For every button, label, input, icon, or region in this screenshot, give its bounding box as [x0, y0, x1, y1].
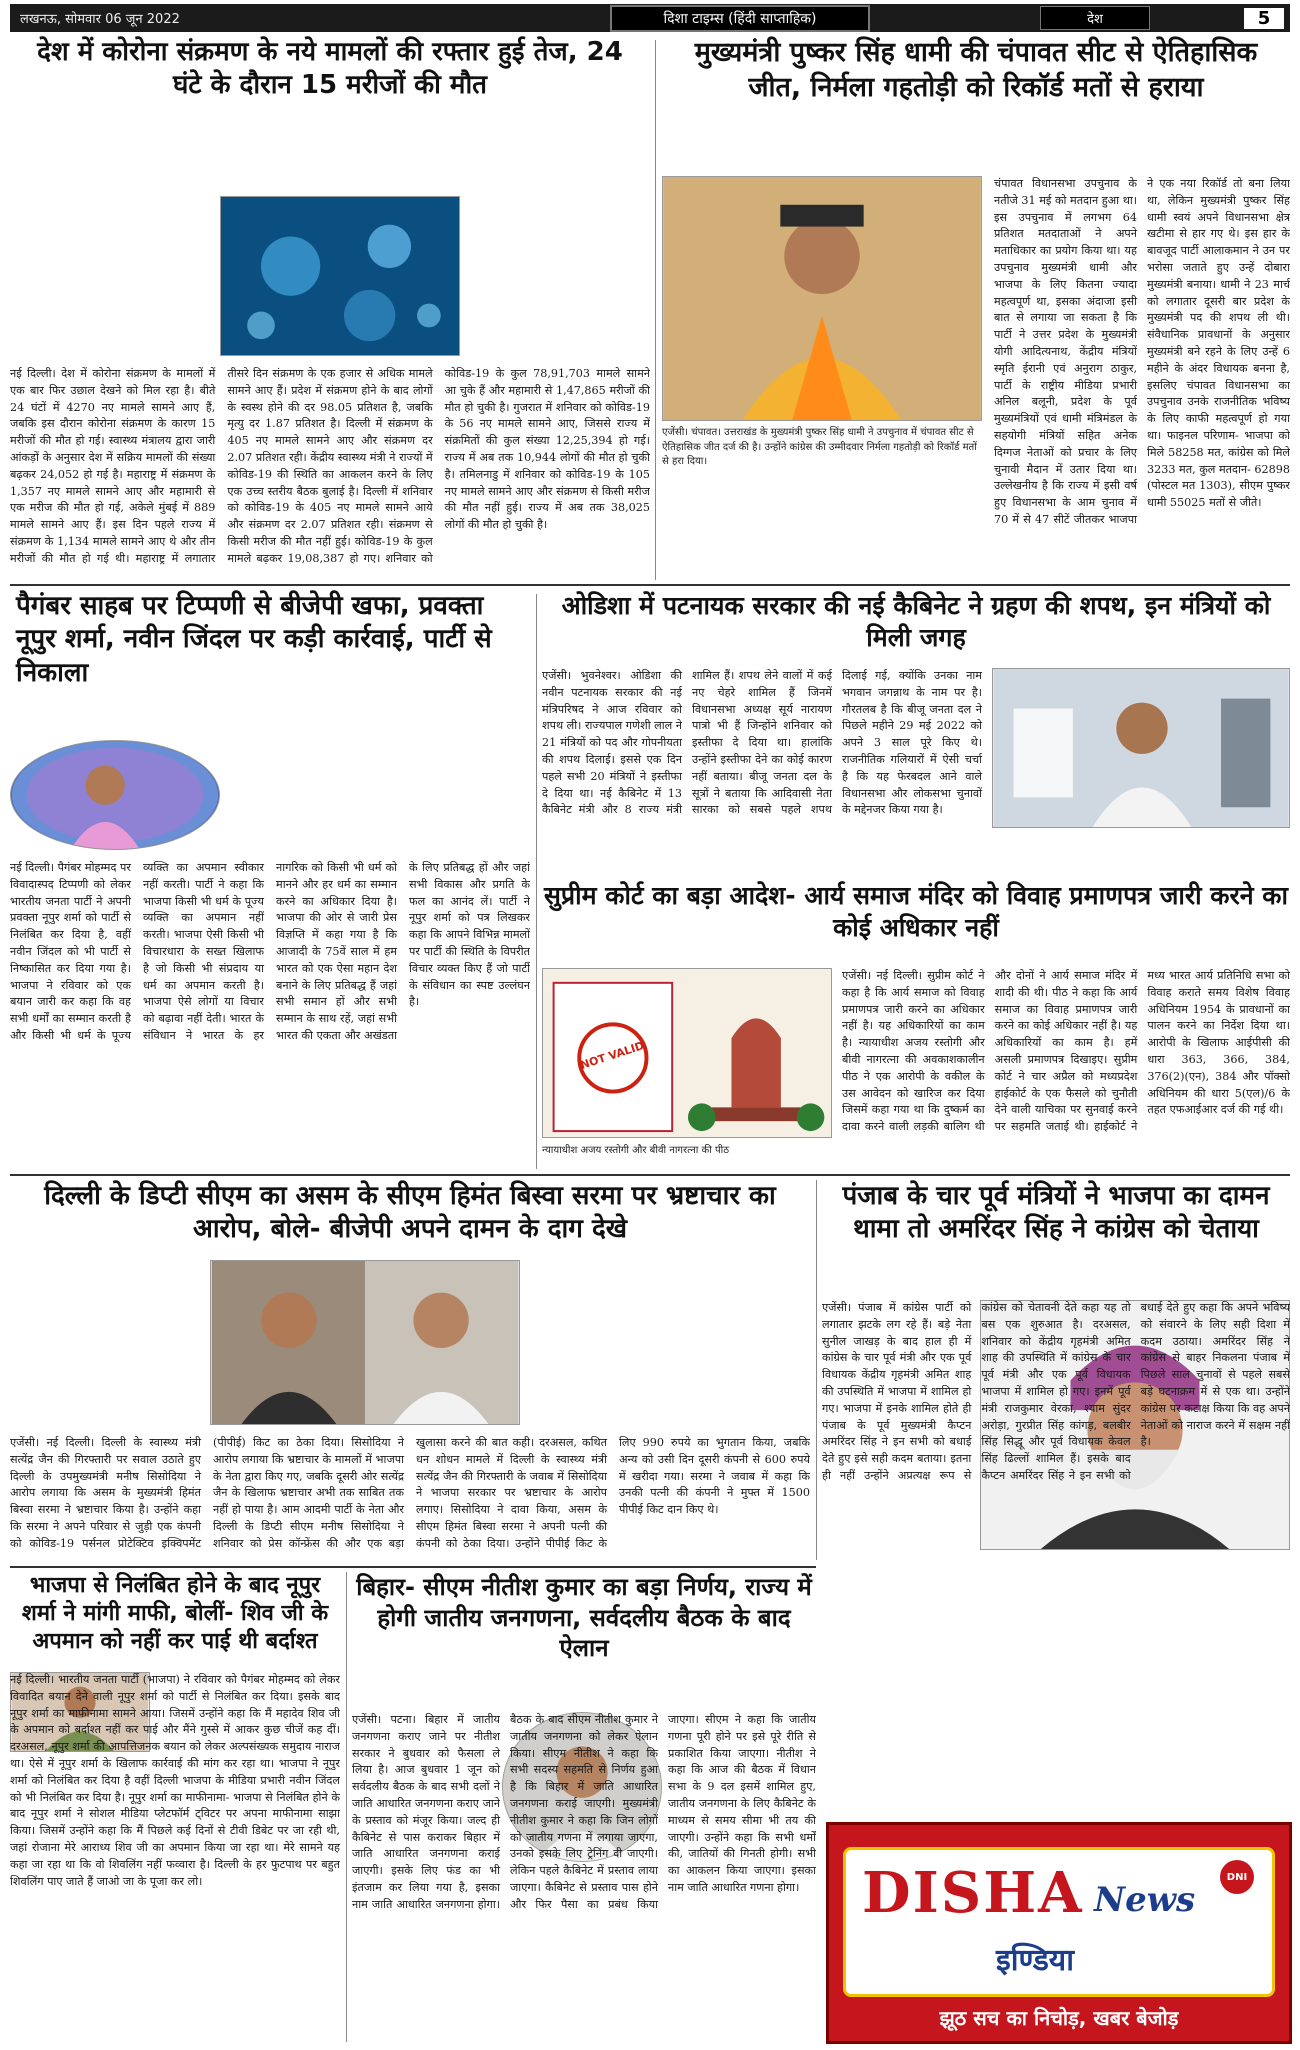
ad-badge: DNI	[1220, 1860, 1254, 1894]
article-bihar-body: एजेंसी। पटना। बिहार में जातीय जनगणना कराए जाने पर नीतीश सरकार ने बुधवार को फैसला ले लिया है। आज बुधवार 1 जून को सर्वदलीय बैठक के बाद सभी दलों ने जाति आधारित जनगणना कराए जाने के प्रस्ताव को मंजूर किया। जल्द ही कैबिनेट से पास कराकर बिहार में जाति आधारित जनगणना कराई जाएगी। इसके लिए फंड का भी इंतजाम कर लिया गया है, इसका नाम जाति आधारित जनगणना होगा। बैठक के बाद सीएम नीतीश कुमार ने जातीय जनगणना को लेकर ऐलान किया। सीएम नीतीश ने कहा कि सभी सदस्य सहमति से निर्णय हुआ है कि बिहार में जाति आधारित जनगणना कराई जाएगी। मुख्यमंत्री नीतीश कुमार ने कहा कि जिन लोगों को जातीय गणना में लगाया जाएगा, उनको इसके लिए ट्रेनिंग दी जाएगी। लेकिन पहले कैबिनेट में प्रस्ताव लाया जाएगा। कैबिनेट से प्रस्ताव पास होने और फिर पैसा का प्रबंध किया जाएगा। सीएम ने कहा कि जातीय गणना पूरी होने पर इसे पूरे रीति से प्रकाशित किया जाएगा। नीतीश ने कहा कि आज की बैठक में विधान सभा के 9 दल इसमें शामिल हुए, जातीय जनगणना के लिए कैबिनेट के माध्यम से समय सीमा भी तय की जाएगी। उन्होंने कहा कि सभी धर्मों की, जातियों की गिनती होगी। सभी का आकलन किया जाएगा। इसका नाम जाति आधारित गणना होगा।	[352, 1713, 816, 1911]
page-number: 5	[1244, 8, 1284, 29]
article-odisha-body: एजेंसी। भुवनेश्वर। ओडिशा की नवीन पटनायक सरकार की नई मंत्रिपरिषद ने आज रविवार को शपथ ली। राज्यपाल गणेशी लाल ने 21 मंत्रियों को पद और गोपनीयता की शपथ दिलाई। इससे एक दिन पहले सभी 20 मंत्रियों ने इस्तीफा दे दिया था। नई कैबिनेट में 13 कैबिनेट मंत्री और 8 राज्य मंत्री शामिल हैं। शपथ लेने वालों में कई नए चेहरे शामिल हैं जिनमें विधानसभा अध्यक्ष सूर्य नारायण पात्रो भी हैं जिन्होंने शनिवार को इस्तीफा दे दिया था। हालांकि उन्होंने इस्तीफा देने का कोई कारण नहीं बताया। बीजू जनता दल के सूत्रों ने बताया कि आदिवासी नेता सारका को सबसे पहले शपथ दिलाई गई, क्योंकि उनका नाम भगवान जगन्नाथ के नाम पर है। गौरतलब है कि बीजू जनता दल ने पिछले महीने 29 मई 2022 को अपने 3 साल पूरे किए थे। राजनीतिक गलियारों में ऐसी चर्चा है कि यह फेरबदल आने वाले विधानसभा और लोकसभा चुनावों के मद्देनजर किया गया है।	[542, 669, 982, 817]
article-corona-body: नई दिल्ली। देश में कोरोना संक्रमण के मामलों में एक बार फिर उछाल देखने को मिल रहा है। बीते 24 घंटों में 4270 नए मामले सामने आए हैं, जबकि इस दौरान कोरोना संक्रमण के कारण 15 मरीजों की मौत हो गई। स्वास्थ्य मंत्रालय द्वारा जारी आंकड़ों के अनुसार देश में सक्रिय मामलों की संख्या बढ़कर 24,052 हो गई है। महाराष्ट्र में संक्रमण के 1,357 नए मामले सामने आए और महामारी से एक मरीज की मौत हो गई, अकेले मुंबई में 889 मामले सामने आए हैं। इस दिन पहले राज्य में संक्रमण के 1,134 मामले सामने आए थे और तीन मरीजों की मौत हो गई थी। महाराष्ट्र में लगातार तीसरे दिन संक्रमण के एक हजार से अधिक मामले सामने आए हैं। प्रदेश में संक्रमण होने के बाद लोगों के स्वस्थ होने की दर 98.05 प्रतिशत है, जबकि मृत्यु दर 1.87 प्रतिशत है। दिल्ली में संक्रमण के 405 नए मामले सामने आए और संक्रमण दर 2.07 प्रतिशत रही। केंद्रीय स्वास्थ्य मंत्री ने राज्यों में कोविड-19 की स्थिति का आकलन करने के लिए एक उच्च स्तरीय बैठक बुलाई है। दिल्ली में शनिवार को कोविड-19 के 405 नए मामले सामने आये और संक्रमण दर 2.07 प्रतिशत रही। संक्रमण से किसी मरीज की मौत नहीं हुई। कोविड-19 के कुल मामले बढ़कर 19,08,387 हो गए। शनिवार को कोविड-19 के कुल 78,91,703 मामले सामने आ चुके हैं और महामारी से 1,47,865 मरीजों की मौत हो चुकी है। गुजरात में शनिवार को कोविड-19 के 56 नए मामले सामने आए, जिससे राज्य में संक्रमितों की कुल संख्या 12,25,394 हो गई। राज्य में अब तक 10,944 लोगों की मौत हो चुकी है। तमिलनाडु में शनिवार को कोविड-19 के 105 नए मामले सामने आए और संक्रमण से किसी मरीज की मौत नहीं हुई। राज्य में अब तक 38,025 लोगों की मौत हो चुकी है।	[10, 367, 650, 565]
dhami-photo	[662, 176, 982, 421]
article-dhami-caption: एजेंसी। चंपावत। उत्तराखंड के मुख्यमंत्री पुष्कर सिंह धामी ने उपचुनाव में चंपावत सीट से ऐतिहासिक जीत दर्ज की है। उन्होंने कांग्रेस की उम्मीदवार निर्मला गहतोड़ी को रिकॉर्ड मतों से हरा दिया।	[662, 427, 977, 467]
masthead-section: देश	[1040, 6, 1150, 30]
certificate-and-court-illustration	[543, 969, 831, 1137]
section-divider	[10, 1174, 1290, 1176]
article-nupur	[10, 590, 530, 1170]
masthead	[10, 4, 1290, 32]
article-supreme-court-caption: न्यायाधीश अजय रस्तोगी और बीवी नागरत्ना की पीठ	[542, 1145, 730, 1156]
section-divider	[10, 584, 1290, 586]
column-divider	[816, 1180, 817, 1560]
column-divider	[346, 1572, 347, 2042]
column-divider	[536, 594, 537, 1169]
masthead-date: लखनऊ, सोमवार 06 जून 2022	[20, 12, 180, 27]
ad-logo-panel	[843, 1847, 1275, 1997]
article-punjab	[822, 1180, 1290, 1820]
article-supreme-court-body: एजेंसी। नई दिल्ली। सुप्रीम कोर्ट ने कहा है कि आर्य समाज को विवाह प्रमाणपत्र जारी करने का अधिकार नहीं है। यह अधिकारियों का काम है। न्यायाधीश अजय रस्तोगी और बीवी नागरत्ना की अवकाशकालीन पीठ ने एक आरोपी के वकील के उस आवेदन को खारिज कर दिया जिसमें कहा गया था कि दुष्कर्म का दावा करने वाली लड़की बालिग थी और दोनों ने आर्य समाज मंदिर में शादी की थी। पीठ ने कहा कि आर्य समाज का विवाह प्रमाणपत्र जारी करने का कोई अधिकार नहीं है। यह अधिकारियों का काम है। हमें असली प्रमाणपत्र दिखाइए। सुप्रीम कोर्ट ने चार अप्रैल को मध्यप्रदेश हाईकोर्ट के एक फैसले को चुनौती देने वाली याचिका पर सुनवाई करने पर सहमति जताई थी। हाईकोर्ट ने मध्य भारत आर्य प्रतिनिधि सभा को विवाह कराते समय विशेष विवाह अधिनियम 1954 के प्रावधानों का पालन करने का निर्देश दिया था। आरोपी के खिलाफ आईपीसी की धारा 363, 366, 384, 376(2)(एन), 384 और पॉक्सो अधिनियम की धारा 5(एल)/6 के तहत एफआईआर दर्ज की गई थी।	[842, 969, 1290, 1134]
article-sisodia-headline: दिल्ली के डिप्टी सीएम का असम के सीएम हिमंत बिस्वा सरमा पर भ्रष्टाचार का आरोप, बोले- बीजेपी अपने दामन के दाग देखे	[44, 1181, 776, 1245]
article-dhami	[662, 36, 1290, 576]
ad-brand-news: News	[1094, 1880, 1196, 1920]
article-nupur-apology-body: नई दिल्ली। भारतीय जनता पार्टी (भाजपा) ने रविवार को पैगंबर मोहम्मद को लेकर विवादित बयान देने वाली नूपुर शर्मा को पार्टी से निलंबित कर दिया। इसके बाद नूपुर शर्मा का माफीनामा सामने आया। जिसमें उन्होंने कहा कि मैं महादेव शिव जी के अपमान को बर्दाश्त नहीं कर पाई और मैंने गुस्से में आकर कुछ चीजें कह दीं। दरअसल, नूपुर शर्मा की आपत्तिजनक बयान को लेकर अल्पसंख्यक समुदाय नाराज था। ऐसे में नूपुर शर्मा के खिलाफ कार्रवाई की मांग कर रहा था। भाजपा ने नूपुर शर्मा को निलंबित कर दिया है वहीं दिल्ली भाजपा के मीडिया प्रभारी नवीन जिंदल को भी निलंबित कर दिया है। नूपुर शर्मा का माफीनामा- भाजपा से निलंबित होने के बाद नूपुर शर्मा ने सोशल मीडिया प्लेटफॉर्म ट्विटर पर अपना माफीनामा साझा किया। जिसमें उन्होंने कहा कि मैं पिछले कई दिनों से टीवी डिबेट पर जा रही थी, जहां रोजाना मेरे आराध्य शिव जी का अपमान किया जा रहा था। मेरे सामने यह कहा जा रहा था कि वो शिवलिंग नहीं फव्वारा है। दिल्ली के हर फुटपाथ पर बहुत शिवलिंग पाए जाते हैं जाओ जा के पूजा कर लो।	[10, 1673, 340, 1888]
disha-news-advertisement[interactable]	[826, 1822, 1292, 2044]
article-dhami-body: चंपावत विधानसभा उपचुनाव के नतीजे 31 मई को मतदान हुआ था। इस उपचुनाव में लगभग 64 प्रतिशत मतदाताओं ने अपने मताधिकार का प्रयोग किया था। यह उपचुनाव मुख्यमंत्री धामी और भाजपा के लिए कितना ज्यादा महत्वपूर्ण था, इसका अंदाजा इसी बात से लगाया जा सकता है कि पार्टी ने उत्तर प्रदेश के मुख्यमंत्री योगी आदित्यनाथ, केंद्रीय मंत्रियों स्मृति ईरानी एवं अनुराग ठाकुर, पार्टी के राष्ट्रीय मीडिया प्रभारी अनिल बलूनी, प्रदेश के पूर्व मुख्यमंत्रियों एवं धामी मंत्रिमंडल के सहयोगी मंत्रियों सहित अनेक दिग्गज नेताओं को प्रचार के लिए चुनावी मैदान में उतार दिया था। उल्लेखनीय है कि राज्य में इसी वर्ष हुए विधानसभा के आम चुनाव में 70 में से 47 सीटें जीतकर भाजपा ने एक नया रिकॉर्ड तो बना लिया था, लेकिन मुख्यमंत्री पुष्कर सिंह धामी स्वयं अपने विधानसभा क्षेत्र खटीमा से हार गए थे। इस हार के बावजूद पार्टी आलाकमान ने उन पर भरोसा जताते हुए उन्हें दोबारा मुख्यमंत्री बनाया। धामी ने 23 मार्च को लगातार दूसरी बार प्रदेश के मुख्यमंत्री पद की शपथ ली थी। संवैधानिक प्रावधानों के अनुसार मुख्यमंत्री बने रहने के लिए उन्हें 6 महीने के अंदर विधायक बनना है, इसलिए चंपावत विधानसभा का उपचुनाव उनके राजनीतिक भविष्य के लिए काफी महत्वपूर्ण हो गया था। फाइनल परिणाम- भाजपा को मिले 58258 मत, कांग्रेस को मिले 3233 मत, कुल मतदान- 62898 (पोस्टल मत 1303), सीएम पुष्कर धामी 55025 मतों से जीते।	[994, 177, 1290, 526]
article-dhami-headline: मुख्यमंत्री पुष्कर सिंह धामी की चंपावत सीट से ऐतिहासिक जीत, निर्मला गहतोड़ी को रिकॉर्ड मतों से हराया	[694, 37, 1258, 103]
article-bihar	[352, 1572, 816, 2044]
person-icon	[663, 177, 981, 420]
article-punjab-body: एजेंसी। पंजाब में कांग्रेस पार्टी को लगातार झटके लग रहे हैं। बड़े नेता सुनील जाखड़ के बाद हाल ही में कांग्रेस के चार पूर्व मंत्री और एक पूर्व विधायक केंद्रीय गृहमंत्री अमित शाह की उपस्थिति में भाजपा में शामिल हो गए। भाजपा में इनके शामिल होते ही पंजाब के पूर्व मुख्यमंत्री कैप्टन अमरिंदर सिंह ने इन सभी को बधाई देते हुए इसे सही कदम बताया। इतना ही नहीं उन्होंने अप्रत्यक्ष रूप से कांग्रेस को चेतावनी देते कहा यह तो बस एक शुरुआत है। दरअसल, शनिवार को केंद्रीय गृहमंत्री अमित शाह की उपस्थिति में कांग्रेस के चार पूर्व मंत्री और एक पूर्व विधायक भाजपा में शामिल हो गए। इनमें पूर्व मंत्री राजकुमार वेरका, श्याम सुंदर अरोड़ा, गुरप्रीत सिंह कांगड़, बलबीर सिंह सिद्धू और पूर्व विधायक केवल सिंह ढिल्लों शामिल हैं। इसके बाद कैप्टन अमरिंदर सिंह ने इन सभी को बधाई देते हुए कहा कि अपने भविष्य को संवारने के लिए सही दिशा में कदम उठाया। अमरिंदर सिंह ने कांग्रेस से बाहर निकलना पंजाब में पिछले साल चुनावों से पहले सबसे बड़े घटनाक्रम में से एक था। उन्होंने कांग्रेस पर कटाक्ष किया कि वह अपने नेताओं को नाराज करने में सक्षम नहीं है।	[822, 1301, 1290, 1482]
not-valid-stamp: NOT VALID	[578, 1039, 646, 1072]
article-punjab-headline: पंजाब के चार पूर्व मंत्रियों ने भाजपा का दामन थामा तो अमरिंदर सिंह ने कांग्रेस को चेताया	[842, 1181, 1270, 1245]
masthead-paper-name: दिशा टाइम्स (हिंदी साप्ताहिक)	[610, 5, 870, 32]
article-sisodia-body: एजेंसी। नई दिल्ली। दिल्ली के स्वास्थ्य मंत्री सत्येंद्र जैन की गिरफ्तारी पर सवाल उठाते हुए दिल्ली के उपमुख्यमंत्री मनीष सिसोदिया ने आरोप लगाया कि असम के मुख्यमंत्री हिमंत बिस्वा सरमा ने भ्रष्टाचार किया है। उन्होंने कहा कि सरमा ने अपने परिवार से जुड़ी एक कंपनी को कोविड-19 पर्सनल प्रोटेक्टिव इक्विपमेंट (पीपीई) किट का ठेका दिया। सिसोदिया ने आरोप लगाया कि भ्रष्टाचार के मामलों में भाजपा के नेता द्वारा किए गए, जबकि दूसरी ओर सत्येंद्र जैन के खिलाफ भ्रष्टाचार अभी तक साबित तक नहीं हो पाया है। आम आदमी पार्टी के नेता और दिल्ली के डिप्टी सीएम मनीष सिसोदिया ने शनिवार को प्रेस कॉन्फ्रेंस की और एक बड़ा खुलासा करने की बात कही। दरअसल, कथित धन शोधन मामले में दिल्ली के स्वास्थ्य मंत्री सत्येंद्र जैन की गिरफ्तारी के जवाब में सिसोदिया ने भाजपा सरकार पर भ्रष्टाचार के आरोप लगाए। सिसोदिया ने दावा किया, असम के सीएम हिमंत बिस्वा सरमा ने अपनी पत्नी की कंपनी को ठेका दिया। उन्होंने पीपीई किट के लिए 990 रुपये का भुगतान किया, जबकि अन्य को उसी दिन दूसरी कंपनी से 600 रुपये में खरीदा गया। सरमा ने जवाब में कहा कि उनकी पत्नी की कंपनी ने मुफ्त में 1500 पीपीई किट दान किए थे।	[10, 1436, 810, 1550]
ad-tagline: झूठ सच का निचोड़, खबर बेजोड़	[939, 2006, 1179, 2030]
article-nupur-apology	[10, 1572, 340, 2044]
section-divider	[10, 1566, 816, 1568]
column-divider	[655, 40, 656, 580]
article-odisha	[542, 590, 1290, 875]
supreme-court-image	[542, 968, 832, 1138]
article-odisha-headline: ओडिशा में पटनायक सरकार की नई कैबिनेट ने ग्रहण की शपथ, इन मंत्रियों को मिली जगह	[561, 591, 1271, 652]
odisha-cm-photo	[992, 668, 1290, 828]
article-nupur-headline: पैगंबर साहब पर टिप्पणी से बीजेपी खफा, प्रवक्ता नूपुर शर्मा, नवीन जिंदल पर कड़ी कार्रवाई, पार्टी से निकाला	[16, 591, 492, 688]
article-sisodia	[10, 1180, 810, 1560]
article-nupur-body: नई दिल्ली। पैगंबर मोहम्मद पर विवादास्पद टिप्पणी को लेकर भारतीय जनता पार्टी ने अपनी प्रवक्ता नूपुर शर्मा को पार्टी से निलंबित कर दिया है, वहीं नवीन जिंदल को भी पार्टी से निष्कासित कर दिया गया है। भाजपा ने रविवार को एक बयान जारी कर कहा कि वह सभी धर्मों का सम्मान करती है और किसी भी धर्म के पूज्य व्यक्ति का अपमान स्वीकार नहीं करती। पार्टी ने कहा कि भाजपा किसी भी धर्म के पूज्य व्यक्ति का अपमान नहीं करती। भाजपा ऐसी किसी भी विचारधारा के सख्त खिलाफ है जो किसी भी संप्रदाय या धर्म का अपमान करती है। भाजपा ऐसे लोगों या विचार को बढ़ावा नहीं देती। भारत के संविधान ने भारत के हर नागरिक को किसी भी धर्म को मानने और हर धर्म का सम्मान करने का अधिकार दिया है। भाजपा की ओर से जारी प्रेस विज्ञप्ति में कहा गया है कि आजादी के 75वें साल में हम भारत को एक ऐसा महान देश बनाने के लिए प्रतिबद्ध हैं जहां सभी समान हों और सभी सम्मान के साथ रहें, जहां सभी भारत की एकता और अखंडता के लिए प्रतिबद्ध हों और जहां सभी विकास और प्रगति के फल का आनंद लें। पार्टी ने नूपुर शर्मा को पत्र लिखकर कहा कि आपने विभिन्न मामलों पर पार्टी की स्थिति के विपरीत विचार व्यक्त किए हैं जो पार्टी के संविधान का स्पष्ट उल्लंघन है।	[10, 861, 530, 1042]
article-corona	[10, 36, 650, 576]
person-icon	[993, 669, 1289, 827]
ad-subtitle: इण्डिया	[996, 1943, 1074, 1978]
article-bihar-headline: बिहार- सीएम नीतीश कुमार का बड़ा निर्णय, राज्य में होगी जातीय जनगणना, सर्वदलीय बैठक के बाद ऐलान	[356, 1573, 812, 1663]
article-supreme-court-headline: सुप्रीम कोर्ट का बड़ा आदेश- आर्य समाज मंदिर को विवाह प्रमाणपत्र जारी करने का कोई अधिकार नहीं	[544, 881, 1288, 942]
article-nupur-apology-headline: भाजपा से निलंबित होने के बाद नूपुर शर्मा ने मांगी माफी, बोलीं- शिव जी के अपमान को नहीं कर पाई थी बर्दाश्त	[21, 1573, 329, 1655]
article-supreme-court	[542, 880, 1290, 1170]
ad-brand: DISHA	[862, 1860, 1084, 1926]
article-corona-headline: देश में कोरोना संक्रमण के नये मामलों की रफ्तार हुई तेज, 24 घंटे के दौरान 15 मरीजों की मौत	[37, 37, 623, 101]
